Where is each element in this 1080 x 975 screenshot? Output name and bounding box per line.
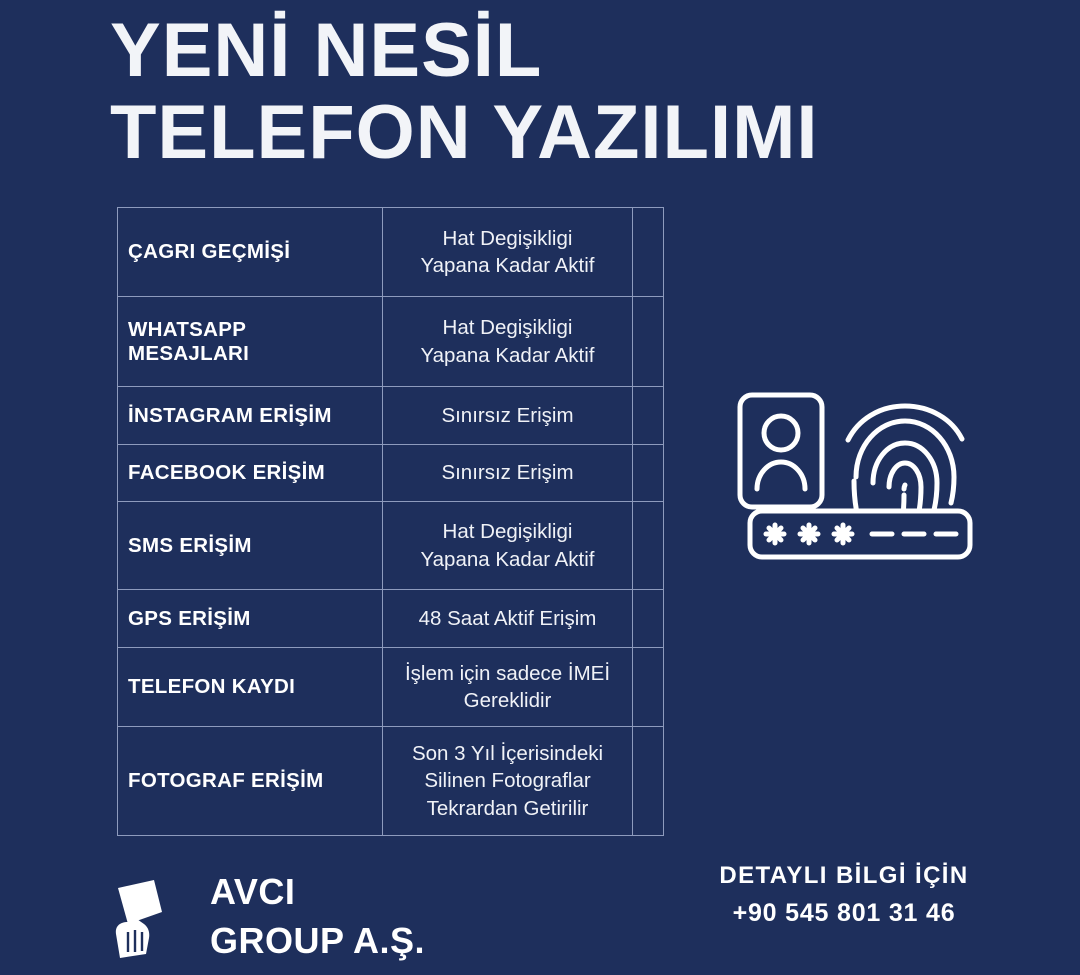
table-row: [118, 445, 663, 502]
feature-value: [383, 208, 633, 296]
feature-value: [383, 502, 633, 589]
feature-value: [383, 445, 633, 501]
feature-value-line: Hat Degişikligi: [442, 226, 573, 250]
feature-spacer-cell: [633, 445, 663, 501]
feature-value-line: Sınırsız Erişim: [441, 403, 574, 427]
id-card-icon: [740, 395, 822, 507]
brand-logo: [104, 868, 524, 968]
contact-phone[interactable]: +90 545 801 31 46: [732, 899, 956, 927]
feature-value-line: Hat Degişikligi: [442, 316, 573, 340]
feature-spacer-cell: [633, 648, 663, 726]
table-row: [118, 387, 663, 445]
feature-spacer-cell: [633, 297, 663, 386]
password-field-icon: [750, 511, 970, 557]
feature-value-line: Tekrardan Getirilir: [426, 796, 589, 820]
feature-value-line: Son 3 Yıl İçerisindeki: [411, 742, 604, 766]
feature-spacer-cell: [633, 502, 663, 589]
feature-label: FOTOGRAF ERİŞİM: [118, 727, 383, 835]
feature-value-line: Gereklidir: [463, 689, 552, 712]
feature-value: [383, 387, 633, 444]
table-row: [118, 208, 663, 297]
table-row: [118, 297, 663, 387]
hand-book-logo-icon: [104, 872, 196, 964]
feature-spacer-cell: [633, 387, 663, 444]
feature-label-line: WHATSAPP: [128, 317, 247, 341]
feature-label: TELEFON KAYDI: [118, 648, 383, 726]
feature-label: FACEBOOK ERİŞİM: [118, 445, 383, 501]
feature-spacer-cell: [633, 590, 663, 647]
security-illustration: [728, 385, 998, 590]
title-line-2: TELEFON YAZILIMI: [110, 90, 819, 176]
features-table: [117, 207, 664, 836]
id-fingerprint-svg: [728, 385, 998, 590]
contact-title: DETAYLI BİLGİ İÇİN: [719, 862, 969, 889]
table-row: [118, 648, 663, 727]
feature-label: [118, 297, 383, 386]
feature-label: ÇAGRI GEÇMİŞİ: [118, 208, 383, 296]
feature-value-line: Yapana Kadar Aktif: [420, 254, 595, 277]
brand-name-line-1: AVCI: [210, 871, 296, 912]
brand-name-line-2: GROUP A.Ş.: [210, 919, 426, 961]
feature-value-line: 48 Saat Aktif Erişim: [418, 606, 597, 630]
hand-book-logo-svg: [104, 872, 196, 964]
page-title: [110, 8, 1010, 176]
feature-spacer-cell: [633, 727, 663, 835]
feature-value: [383, 590, 633, 647]
feature-value: [383, 727, 633, 835]
title-line-1: YENİ NESİL: [110, 8, 543, 93]
feature-value-line: Hat Degişikligi: [442, 520, 573, 544]
brand-name: [210, 868, 425, 965]
feature-value-line: Sınırsız Erişim: [441, 461, 574, 485]
feature-value-line: Silinen Fotograflar: [424, 769, 591, 793]
table-row: [118, 727, 663, 835]
feature-label: SMS ERİŞİM: [118, 502, 383, 589]
feature-value: [383, 297, 633, 386]
feature-value: [383, 648, 633, 726]
feature-label: GPS ERİŞİM: [118, 590, 383, 647]
feature-value-line: Yapana Kadar Aktif: [420, 547, 595, 571]
feature-value-line: Yapana Kadar Aktif: [420, 343, 595, 367]
feature-value-line: İşlem için sadece İMEİ: [404, 661, 611, 685]
feature-label-line: MESAJLARI: [128, 341, 250, 365]
table-row: [118, 502, 663, 590]
table-row: [118, 590, 663, 648]
feature-label: İNSTAGRAM ERİŞİM: [118, 387, 383, 444]
feature-spacer-cell: [633, 208, 663, 296]
contact-block: [684, 862, 1004, 928]
